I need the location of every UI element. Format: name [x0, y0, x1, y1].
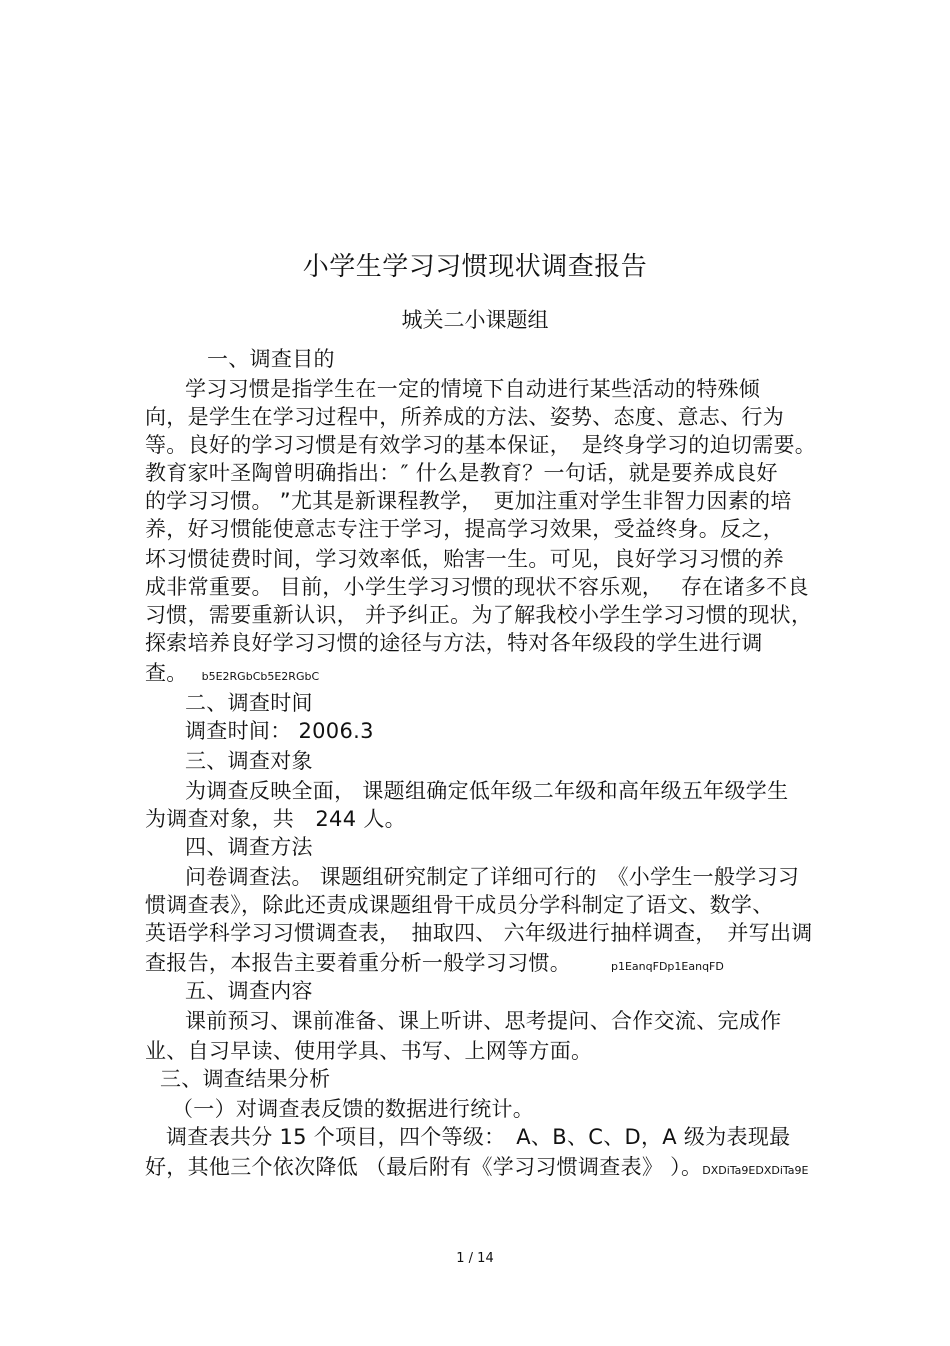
paragraph-line: 的学习习惯。 ”尤其是新课程教学， 更加注重对学生非智力因素的培: [145, 489, 792, 513]
paragraph-line: 为调查对象，共 244 人。: [145, 807, 406, 831]
paragraph-text: 查。: [145, 661, 188, 685]
paragraph-line: 课前预习、课前准备、课上听讲、思考提问、合作交流、完成作: [185, 1009, 782, 1033]
paragraph-line: 向，是学生在学习过程中，所养成的方法、姿势、态度、意志、行为: [145, 405, 784, 429]
paragraph-line: 调查时间： 2006.3: [185, 719, 374, 743]
paragraph-text: 好，其他三个依次降低 （最后附有《学习习惯调查表》 ）。: [145, 1155, 703, 1179]
paragraph-line: 英语学科学习习惯调查表， 抽取四、 六年级进行抽样调查， 并写出调: [145, 921, 813, 945]
paragraph-line: 学习习惯是指学生在一定的情境下自动进行某些活动的特殊倾: [185, 377, 761, 401]
paragraph-line: 为调查反映全面， 课题组确定低年级二年级和高年级五年级学生: [185, 779, 789, 803]
paragraph-line: 成非常重要。 目前，小学生学习习惯的现状不容乐观， 存在诸多不良: [145, 575, 809, 599]
paragraph-line: 教育家叶圣陶曾明确指出：″ 什么是教育？一句话，就是要养成良好: [145, 461, 778, 485]
paragraph-line: 业、自习早读、使用学具、书写、上网等方面。: [145, 1039, 593, 1063]
paragraph-line: 坏习惯徒费时间，学习效率低，贻害一生。可见，良好学习习惯的养: [145, 547, 784, 571]
section-heading: 三、调查结果分析: [160, 1067, 331, 1091]
paragraph-line: [145, 659, 319, 691]
subsection-heading: （一）对调查表反馈的数据进行统计。: [172, 1097, 535, 1121]
paragraph-line: [145, 1153, 809, 1185]
section-heading: 二、调查时间: [185, 691, 313, 715]
paragraph-line: 养，好习惯能使意志专注于学习，提高学习效果，受益终身。反之，: [145, 517, 784, 541]
paragraph-line: 惯调查表》，除此还责成课题组骨干成员分学科制定了语文、数学、: [145, 893, 774, 917]
watermark-code: p1EanqFDp1EanqFD: [611, 960, 724, 973]
document-title: 小学生学习习惯现状调查报告: [302, 252, 648, 282]
watermark-code: DXDiTa9EDXDiTa9E: [702, 1164, 809, 1177]
watermark-code: b5E2RGbCb5E2RGbC: [201, 670, 320, 683]
section-heading: 五、调查内容: [185, 979, 313, 1003]
paragraph-line: 探索培养良好学习习惯的途径与方法，特对各年级段的学生进行调: [145, 631, 763, 655]
paragraph-line: 习惯，需要重新认识， 并予纠正。为了解我校小学生学习习惯的现状，: [145, 603, 813, 627]
paragraph-line: 调查表共分 15 个项目，四个等级： A、B、C、D，A 级为表现最: [166, 1125, 791, 1149]
paragraph-line: 问卷调查法。 课题组研究制定了详细可行的 《小学生一般学习习: [185, 865, 800, 889]
section-heading: 三、调查对象: [185, 749, 313, 773]
document-author: 城关二小课题组: [401, 308, 549, 332]
page-number: 1 / 14: [456, 1251, 494, 1266]
section-heading: 四、调查方法: [185, 835, 313, 859]
paragraph-text: 查报告，本报告主要着重分析一般学习习惯。: [145, 951, 571, 975]
paragraph-line: 等。良好的学习习惯是有效学习的基本保证， 是终身学习的迫切需要。: [145, 433, 817, 457]
section-heading: 一、调查目的: [207, 347, 335, 371]
